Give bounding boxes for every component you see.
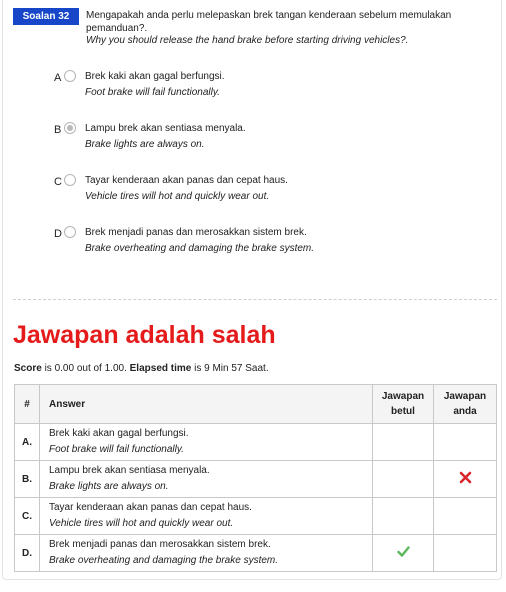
row-yours-cell	[434, 498, 497, 535]
option-letter: B	[54, 124, 62, 136]
option-d-radio[interactable]	[64, 226, 76, 238]
row-answer: Brek menjadi panas dan merosakkan sistem brek. Brake overheating and damaging the brake system.	[40, 535, 373, 572]
table-row	[15, 498, 497, 535]
elapsed-value: is 9 Min 57 Saat.	[191, 363, 269, 374]
table-header-row	[15, 385, 497, 424]
option-text-en: Foot brake will fail functionally.	[85, 87, 220, 98]
row-answer: Brek kaki akan gagal berfungsi. Foot brake will fail functionally.	[40, 424, 373, 461]
check-icon	[397, 545, 410, 558]
row-number: D.	[15, 535, 40, 572]
row-yours-cell	[434, 424, 497, 461]
option-c-radio[interactable]	[64, 174, 76, 186]
header-answer: Answer	[40, 385, 373, 424]
option-a-radio[interactable]	[64, 70, 76, 82]
row-number: A.	[15, 424, 40, 461]
option-text-en: Vehicle tires will hot and quickly wear out.	[85, 191, 270, 202]
question-text	[86, 10, 496, 48]
row-correct-cell	[373, 424, 434, 461]
table-row	[15, 424, 497, 461]
question-text-en: Why you should release the hand brake before starting driving vehicles?.	[86, 35, 409, 46]
option-text-en: Brake lights are always on.	[85, 139, 205, 150]
option-letter: A	[54, 72, 62, 84]
cross-icon	[459, 471, 472, 484]
question-card	[2, 0, 502, 580]
option-text-ms: Brek kaki akan gagal berfungsi.	[85, 71, 225, 82]
header-correct-answer: Jawapan betul	[373, 385, 434, 424]
question-text-ms: Mengapakah anda perlu melepaskan brek tangan kenderaan sebelum memulakan pemanduan?.	[86, 10, 452, 34]
row-yours-cell	[434, 535, 497, 572]
option-d[interactable]	[3, 225, 503, 261]
section-divider	[13, 299, 497, 300]
row-answer: Lampu brek akan sentiasa menyala. Brake lights are always on.	[40, 461, 373, 498]
row-correct-cell	[373, 461, 434, 498]
header-your-answer: Jawapan anda	[434, 385, 497, 424]
result-heading: Jawapan adalah salah	[13, 321, 276, 349]
option-b[interactable]	[3, 121, 503, 157]
option-text-en: Brake overheating and damaging the brake system.	[85, 243, 315, 254]
row-correct-cell	[373, 498, 434, 535]
option-text-ms: Tayar kenderaan akan panas dan cepat haus.	[85, 175, 288, 186]
table-row	[15, 461, 497, 498]
option-letter: D	[54, 228, 62, 240]
score-value: is 0.00 out of 1.00.	[41, 363, 130, 374]
option-text-ms: Brek menjadi panas dan merosakkan sistem brek.	[85, 227, 307, 238]
option-b-radio[interactable]	[64, 122, 76, 134]
option-a[interactable]	[3, 69, 503, 105]
score-label: Score	[14, 363, 42, 374]
row-number: B.	[15, 461, 40, 498]
question-number-badge: Soalan 32	[13, 8, 79, 25]
row-answer: Tayar kenderaan akan panas dan cepat haus. Vehicle tires will hot and quickly wear out.	[40, 498, 373, 535]
header-number: #	[15, 385, 40, 424]
row-correct-cell	[373, 535, 434, 572]
elapsed-label: Elapsed time	[129, 363, 192, 374]
option-text-ms: Lampu brek akan sentiasa menyala.	[85, 123, 246, 134]
answer-table	[14, 384, 497, 572]
row-yours-cell	[434, 461, 497, 498]
table-row	[15, 535, 497, 572]
option-c[interactable]	[3, 173, 503, 209]
score-line	[14, 363, 269, 374]
option-letter: C	[54, 176, 62, 188]
row-number: C.	[15, 498, 40, 535]
